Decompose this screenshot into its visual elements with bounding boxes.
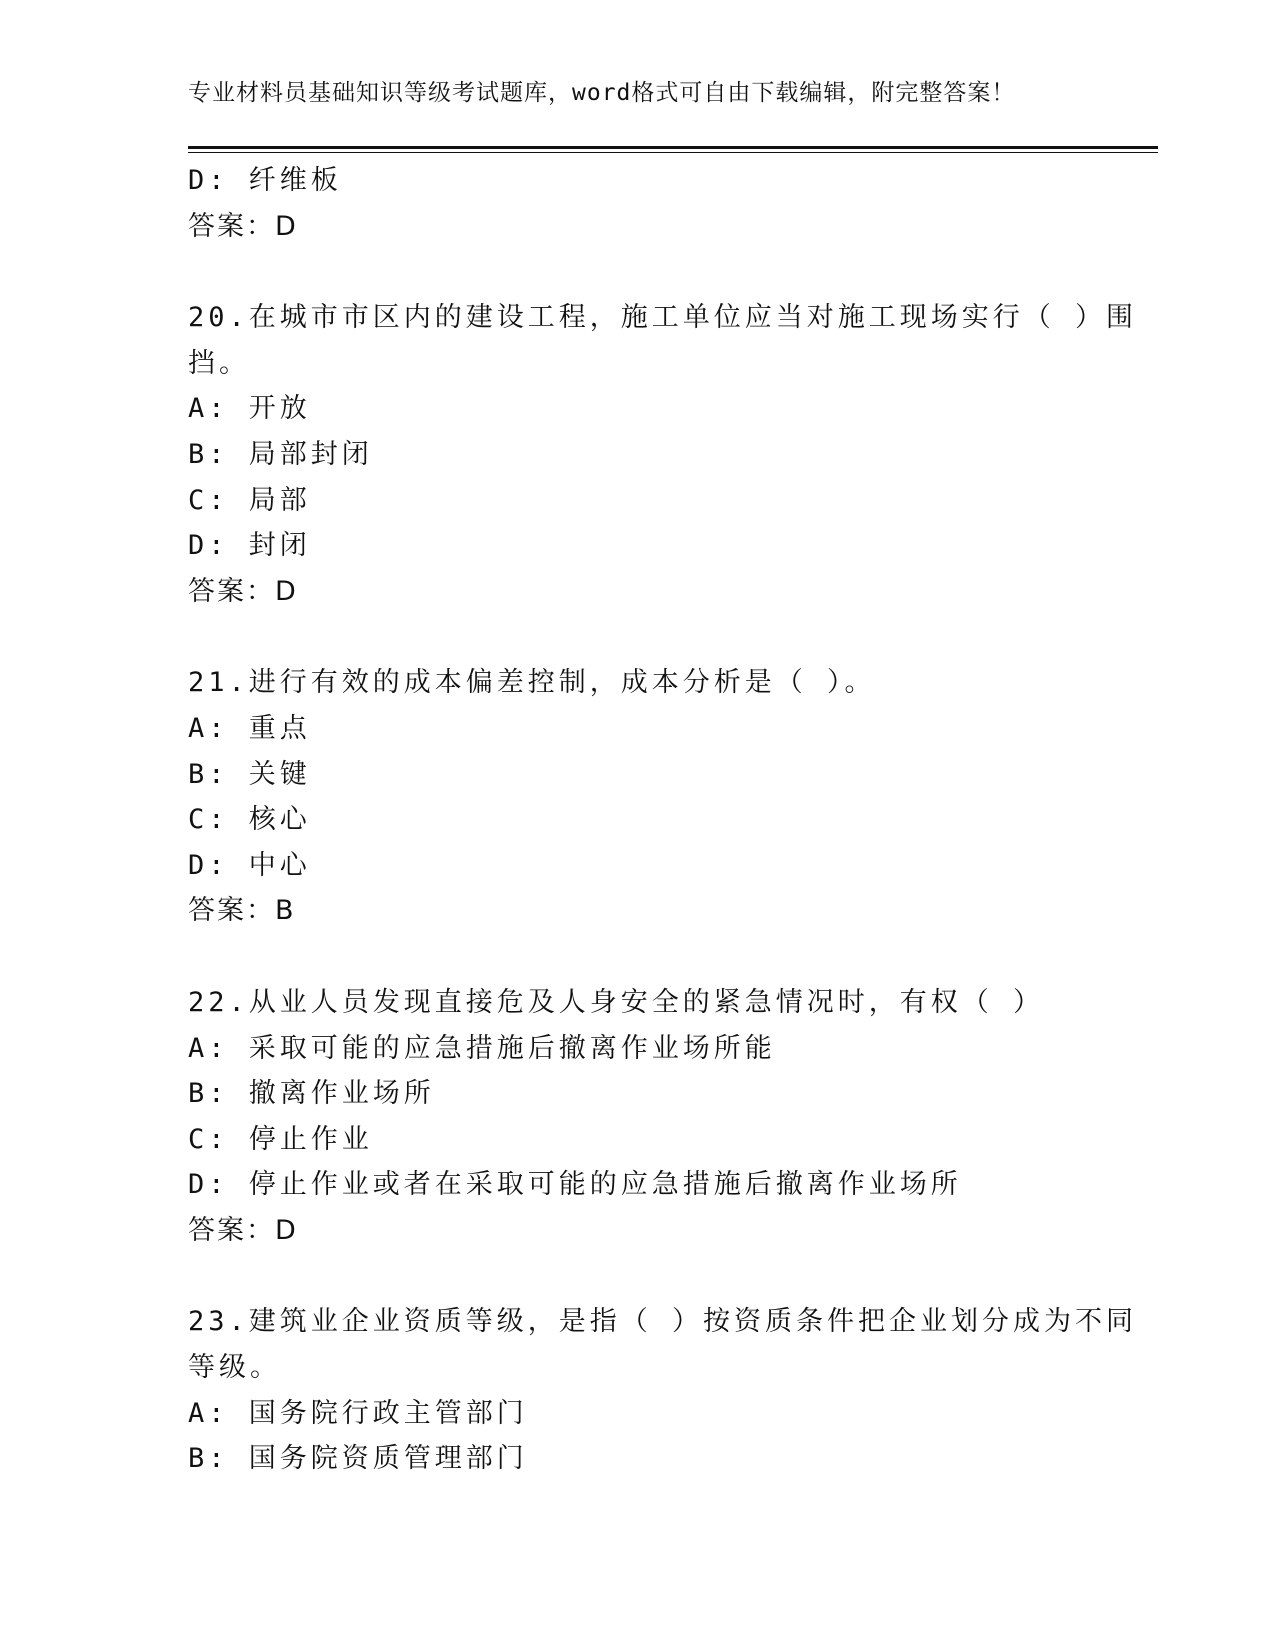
answer-line: 答案：D — [188, 210, 298, 242]
question-23 — [188, 1299, 1138, 1481]
option-a: A: 重点 — [188, 712, 311, 744]
question-20 — [188, 295, 1138, 614]
option-d: D: 纤维板 — [188, 165, 342, 196]
question-content — [188, 158, 1138, 1482]
option-d: D: 封闭 — [188, 530, 311, 562]
option-a: A: 国务院行政主管部门 — [188, 1397, 528, 1429]
answer-line: 答案：B — [188, 895, 296, 927]
header-divider-thick — [188, 146, 1158, 149]
answer-line: 答案：D — [188, 575, 298, 607]
page-header: 专业材料员基础知识等级考试题库，word格式可自由下载编辑，附完整答案！ — [188, 80, 1016, 106]
header-divider-thin — [188, 152, 1158, 153]
option-d: D: 中心 — [188, 849, 311, 881]
question-stem: 20.在城市市区内的建设工程，施工单位应当对施工现场实行（ ）围 — [188, 302, 1138, 334]
option-b: B: 撤离作业场所 — [188, 1078, 435, 1110]
option-c: C: 局部 — [188, 484, 311, 516]
question-stem: 21.进行有效的成本偏差控制，成本分析是（ ）。 — [188, 667, 876, 699]
question-stem-continued: 等级。 — [188, 1352, 281, 1384]
option-b: B: 国务院资质管理部门 — [188, 1443, 528, 1475]
option-c: C: 停止作业 — [188, 1123, 373, 1155]
option-b: B: 局部封闭 — [188, 438, 373, 470]
answer-line: 答案：D — [188, 1214, 298, 1246]
option-a: A: 采取可能的应急措施后撤离作业场所能 — [188, 1032, 776, 1064]
question-21 — [188, 660, 1068, 934]
option-b: B: 关键 — [188, 758, 311, 790]
question-22 — [188, 980, 1068, 1254]
option-d: D: 停止作业或者在采取可能的应急措施后撤离作业场所 — [188, 1169, 962, 1201]
question-stem: 23.建筑业企业资质等级，是指（ ）按资质条件把企业划分成为不同 — [188, 1306, 1138, 1338]
question-stem: 22.从业人员发现直接危及人身安全的紧急情况时，有权（ ） — [188, 986, 1045, 1018]
option-a: A: 开放 — [188, 393, 311, 425]
question-stem-continued: 挡。 — [188, 347, 250, 379]
option-c: C: 核心 — [188, 804, 311, 836]
